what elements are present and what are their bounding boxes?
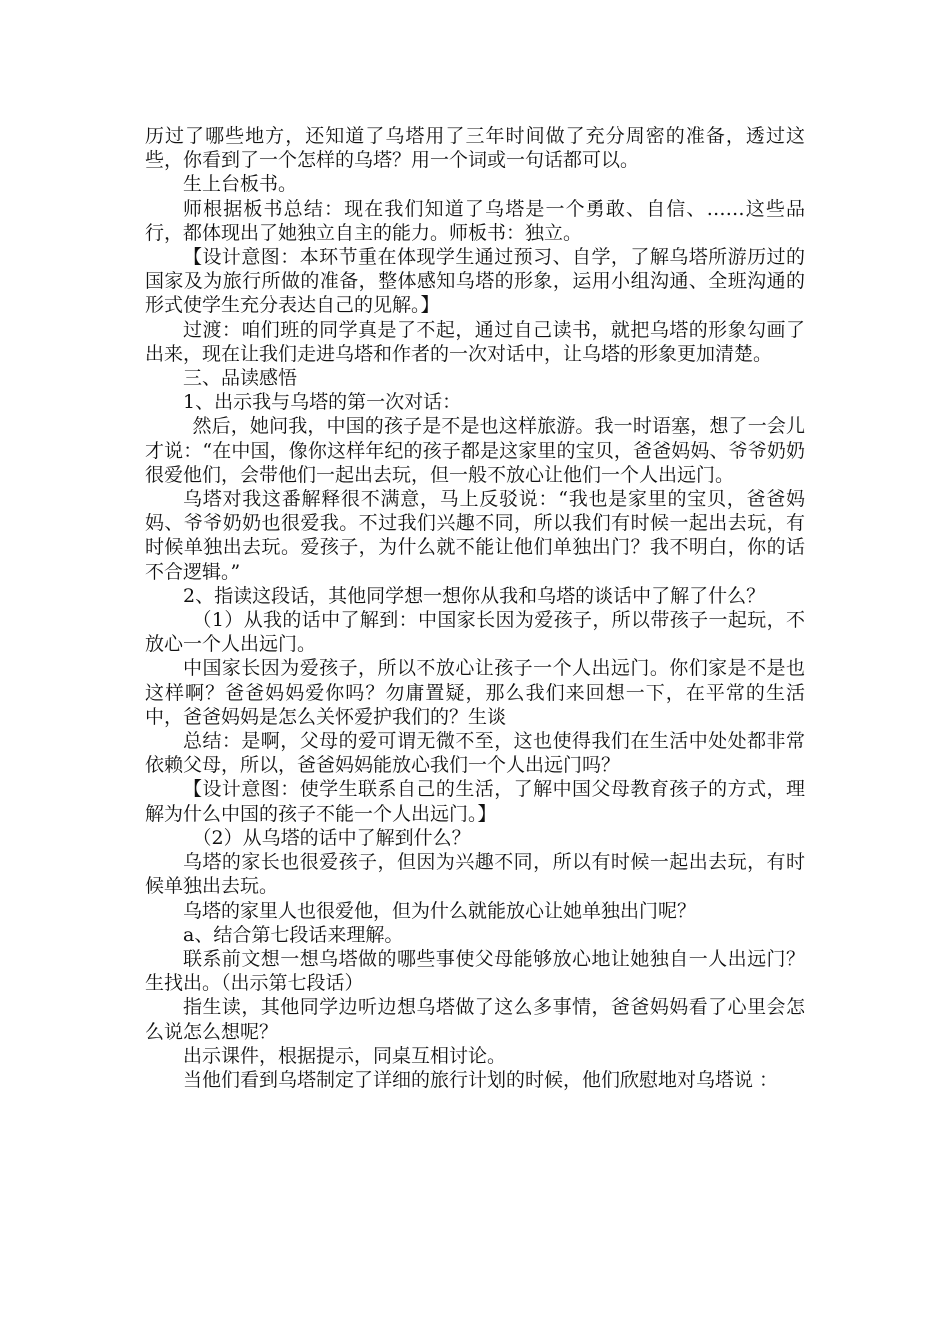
paragraph-design-intent-2: 【设计意图：使学生联系自己的生活，了解中国父母教育孩子的方式，理解为什么中国的孩子不能一个人出远门。】 <box>145 778 805 825</box>
paragraph-point-2: （2）从乌塔的话中了解到什么？ <box>192 826 471 849</box>
paragraph-step-2: 2、指读这段话，其他同学想一想你从我和乌塔的谈话中了解了什么？ <box>183 584 766 607</box>
paragraph-travel-plan: 当他们看到乌塔制定了详细的旅行计划的时候，他们欣慰地对乌塔说 ： <box>183 1068 779 1091</box>
paragraph-reading: 指生读，其他同学边听边想乌塔做了这么多事情，爸爸妈妈看了心里会怎么说怎么想呢？ <box>145 996 805 1043</box>
paragraph-continuation: 历过了哪些地方，还知道了乌塔用了三年时间做了充分周密的准备，透过这些，你看到了一个怎样的乌塔？用一个词或一句话都可以。 <box>145 125 805 172</box>
paragraph-quote-2: 乌塔对我这番解释很不满意，马上反驳说：“我也是家里的宝贝，爸爸妈妈、爷爷奶奶也很爱我。不过我们兴趣不同，所以我们有时候一起出去玩，有时候单独出去玩。爱孩子，为什么就不能让他们单独出门？我不明白，你的话不合逻辑。” <box>145 488 805 583</box>
paragraph-transition: 过渡：咱们班的同学真是了不起，通过自己读书，就把乌塔的形象勾画了出来，现在让我们走进乌塔和作者的一次对话中，让乌塔的形象更加清楚。 <box>145 318 805 365</box>
paragraph-wuta-family: 乌塔的家长也很爱孩子，但因为兴趣不同，所以有时候一起出去玩，有时候单独出去玩。 <box>145 851 805 898</box>
paragraph-quote-1: 然后，她问我，中国的孩子是不是也这样旅游。我一时语塞，想了一会儿才说：“在中国，像你这样年纪的孩子都是这家里的宝贝，爸爸妈妈、爷爷奶奶很爱他们，会带他们一起出去玩，但一般不放心让他们一个人出远门。 <box>145 415 805 486</box>
paragraph-item-a: a、结合第七段话来理解。 <box>183 923 404 946</box>
paragraph-step-1: 1、出示我与乌塔的第一次对话： <box>183 391 462 414</box>
paragraph-context: 联系前文想一想乌塔做的哪些事使父母能够放心地让她独自一人出远门？生找出。（出示第七段话） <box>145 947 805 995</box>
paragraph-courseware: 出示课件，根据提示，同桌互相讨论。 <box>183 1044 507 1067</box>
paragraph-summary: 师根据板书总结：现在我们知道了乌塔是一个勇敢、自信、……这些品行，都体现出了她独立自主的能力。师板书：独立。 <box>145 197 805 244</box>
paragraph-conclusion: 总结：是啊，父母的爱可谓无微不至，这也使得我们在生活中处处都非常依赖父母，所以，爸爸妈妈能放心我们一个人出远门吗？ <box>145 730 805 777</box>
paragraph-point-1: （1）从我的话中了解到：中国家长因为爱孩子，所以带孩子一起玩，不放心一个人出远门。 <box>145 609 805 656</box>
paragraph-discussion: 中国家长因为爱孩子，所以不放心让孩子一个人出远门。你们家是不是也这样啊？爸爸妈妈爱你吗？勿庸置疑，那么我们来回想一下，在平常的生活中，爸爸妈妈是怎么关怀爱护我们的？生谈 <box>145 657 805 728</box>
section-heading: 三、品读感悟 <box>183 367 298 390</box>
paragraph-board-writing: 生上台板书。 <box>183 173 298 196</box>
paragraph-question: 乌塔的家里人也很爱他，但为什么就能放心让她单独出门呢？ <box>183 899 697 922</box>
paragraph-design-intent-1: 【设计意图：本环节重在体现学生通过预习、自学，了解乌塔所游历过的国家及为旅行所做的准备，整体感知乌塔的形象，运用小组沟通、全班沟通的形式使学生充分表达自己的见解。】 <box>145 246 805 317</box>
document-page <box>145 124 805 1092</box>
